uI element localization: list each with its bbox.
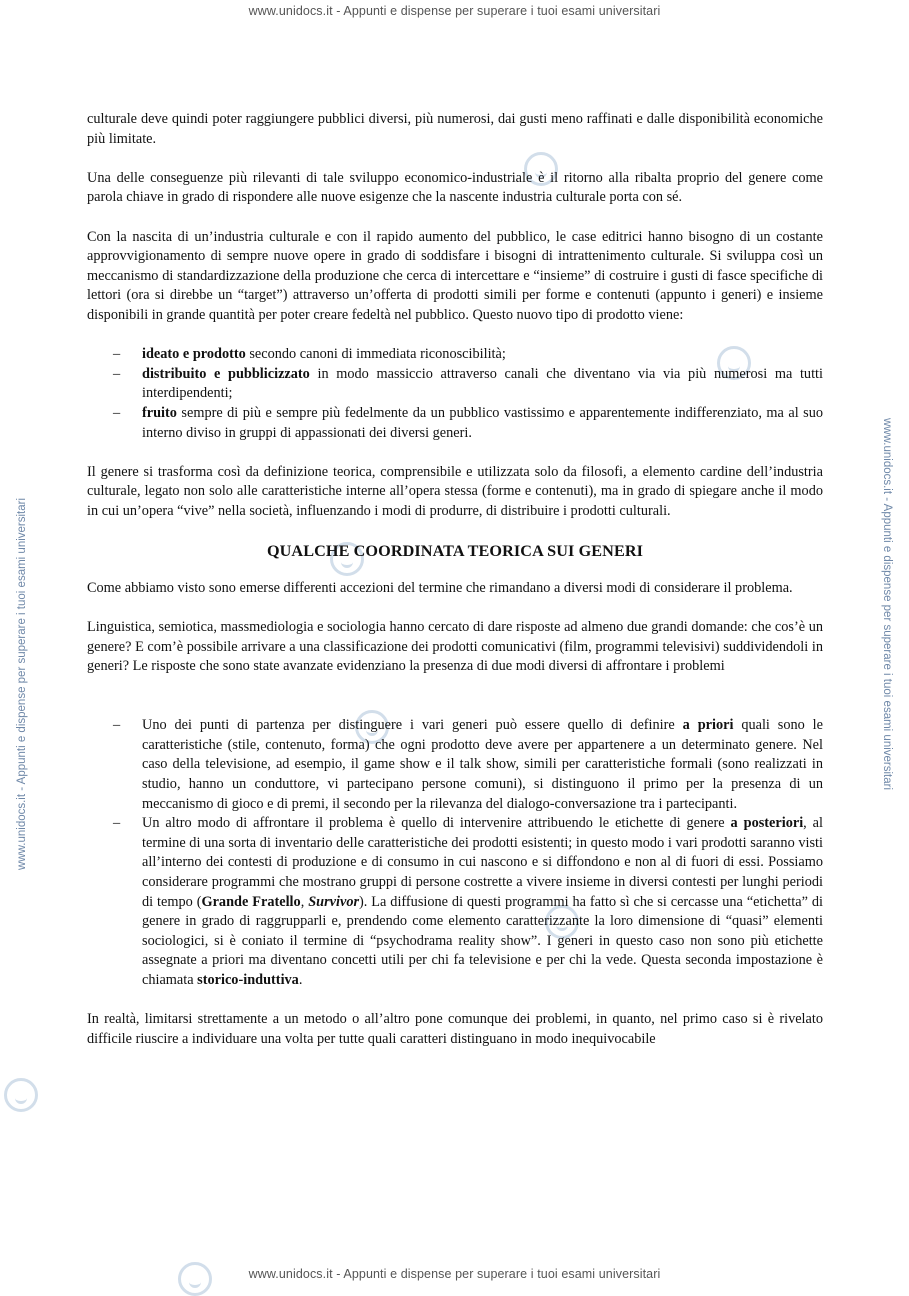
dash-bullet: –	[113, 717, 121, 734]
dash-bullet: –	[113, 365, 121, 382]
list-item-text: Uno dei punti di partenza per distinguere i vari generi può essere quello di definire	[142, 717, 683, 734]
list-item-bold: fruito	[142, 404, 177, 421]
term-storico-induttiva: storico-induttiva	[197, 971, 299, 988]
program-title: Survivor	[308, 893, 360, 910]
list-item-text: .	[298, 971, 303, 988]
program-title: Grande Fratello	[201, 893, 301, 910]
unidocs-logo-icon	[4, 1078, 38, 1112]
list-item-bold: ideato e prodotto	[142, 346, 246, 363]
list-item-text: ,	[300, 893, 309, 910]
watermark-side-right: www.unidocs.it - Appunti e dispense per superare i tuoi esami universitari	[881, 418, 893, 791]
watermark-side-left: www.unidocs.it - Appunti e dispense per superare i tuoi esami universitari	[16, 497, 28, 870]
list-item	[87, 716, 823, 814]
list-item-bold: distribuito e pubblicizzato	[142, 365, 310, 382]
list-item-text: Un altro modo di affrontare il problema è quello di intervenire attribuendo le etichette di genere	[142, 815, 731, 832]
paragraph: Con la nascita di un’industria culturale e con il rapido aumento del pubblico, le case editrici hanno bisogno di un costante approvvigionamento di sempre nuove opere in grado di soddisfare i bisogni di intrattenimento culturale. Si sviluppa così un meccanismo di standardizzazione della produzione che cerca di intercettare e “insieme” di costruire i gusti di fasce specifiche di lettori (ora si direbbe un “target”) attraverso un’offerta di prodotti simili per forme e contenuti (appunto i generi) e insieme disponibili in grande quantità per poter creare fedeltà nel pubblico. Questo nuovo tipo di prodotto viene:	[87, 228, 823, 323]
dash-bullet: –	[113, 346, 121, 363]
list-item	[87, 404, 823, 443]
list-item-text: secondo canoni di immediata riconoscibilità;	[245, 346, 506, 363]
product-features-list	[87, 345, 823, 443]
dash-bullet: –	[113, 815, 121, 832]
watermark-footer: www.unidocs.it - Appunti e dispense per superare i tuoi esami universitari	[248, 1267, 661, 1281]
watermark-header: www.unidocs.it - Appunti e dispense per superare i tuoi esami universitari	[248, 4, 661, 18]
term-a-priori: a priori	[682, 717, 734, 734]
paragraph: Come abbiamo visto sono emerse differenti accezioni del termine che rimandano a diversi modi di considerare il problema.	[87, 580, 793, 597]
list-item-text: ). La diffusione di questi programmi ha fatto sì che si cercasse una “etichetta” di genere in grado di raggrupparli e, prendendo come elemento caratterizzante la loro dimensione di “quasi” elementi sociologici, si è coniato il termine di “psychodrama reality show”. I generi in questo caso non sono più etichette assegnate a priori ma diventano concetti utili per chi fa televisione e per chi la vede. Questa seconda impostazione è chiamata	[142, 893, 823, 988]
list-item-text: , al termine di una sorta di inventario delle caratteristiche dei prodotti esistenti; in questo modo i vari prodotti saranno visti all’interno dei contesti di produzione e di consumo in cui nascono e si diffondono e non al di fuori di essi. Possiamo considerare programmi che mostrano gruppi di persone costrette a vivere insieme in diversi contesti per lunghi periodi di tempo (	[142, 815, 823, 910]
dash-bullet: –	[113, 404, 121, 421]
section-heading: QUALCHE COORDINATA TEORICA SUI GENERI	[266, 542, 644, 561]
document-body	[87, 110, 823, 1069]
approaches-list	[87, 716, 823, 990]
list-item	[87, 814, 823, 990]
paragraph: culturale deve quindi poter raggiungere pubblici diversi, più numerosi, dai gusti meno raffinati e dalle disponibilità economiche più limitate.	[87, 111, 823, 147]
paragraph: Il genere si trasforma così da definizione teorica, comprensibile e utilizzata solo da filosofi, a elemento cardine dell’industria culturale, legato non solo alle caratteristiche interne all’opera stessa (forme e contenuti), ma in grado di spiegare anche il modo in cui un’opera “vive” nella società, influenzando i modi di produrre, di distribuire i prodotti culturali.	[87, 463, 823, 519]
list-item-text: in modo massiccio attraverso canali che diventano via via più numerosi ma tutti interdipendenti;	[142, 365, 823, 402]
term-a-posteriori: a posteriori	[730, 815, 804, 832]
paragraph: Una delle conseguenze più rilevanti di tale sviluppo economico-industriale è il ritorno alla ribalta proprio del genere come parola chiave in grado di rispondere alle nuove esigenze che la nascente industria culturale porta con sé.	[87, 169, 823, 206]
list-item-text: sempre di più e sempre più fedelmente da un pubblico vastissimo e apparentemente indifferenziato, ma al suo interno diviso in gruppi di appassionati dei diversi generi.	[142, 404, 823, 441]
paragraph: Linguistica, semiotica, massmediologia e sociologia hanno cercato di dare risposte ad almeno due grandi domande: che cos’è un genere? E com’è possibile arrivare a una classificazione dei prodotti comunicativi (film, programmi televisivi) suddividendoli in generi? Le risposte che sono state avanzate evidenziano la presenza di due modi diversi di affrontare i problemi	[87, 619, 823, 675]
paragraph: In realtà, limitarsi strettamente a un metodo o all’altro pone comunque dei problemi, in quanto, nel primo caso si è rivelato difficile riuscire a individuare una volta per tutte quali caratteri distinguano in modo inequivocabile	[87, 1011, 823, 1047]
list-item	[87, 365, 823, 404]
list-item	[87, 345, 823, 365]
list-item-text: quali sono le caratteristiche (stile, contenuto, forma) che ogni prodotto deve avere per appartenere a un determinato genere. Nel caso della televisione, ad esempio, il game show e il talk show, simili per caratteristiche formali (sono realizzati in studio, hanno un conduttore, vi partecipano persone comuni), si distinguono il primo per la presenza di un meccanismo di gioco e di premi, il secondo per la rilevanza del dialogo-conversazione tra i partecipanti.	[142, 717, 824, 812]
